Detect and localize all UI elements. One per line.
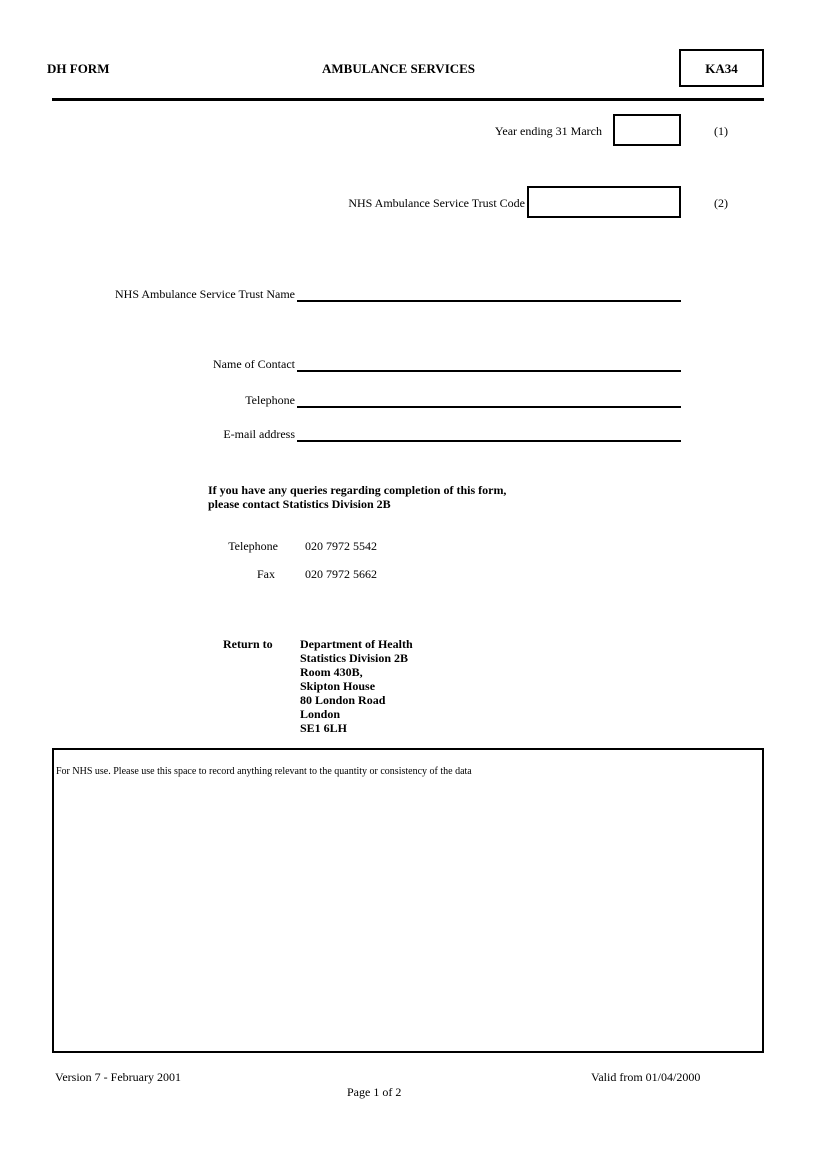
queries-fax-value: 020 7972 5662: [305, 567, 377, 581]
address-line: Skipton House: [300, 679, 376, 693]
contact-name-label: Name of Contact: [213, 357, 295, 371]
form-type-label: DH FORM: [47, 61, 110, 76]
address-line: Department of Health: [300, 637, 413, 651]
address-line: Statistics Division 2B: [300, 651, 409, 665]
header-divider: [52, 98, 764, 101]
nhs-use-box[interactable]: [52, 748, 764, 1053]
trust-code-label: NHS Ambulance Service Trust Code: [348, 196, 525, 210]
trust-name-label: NHS Ambulance Service Trust Name: [115, 287, 295, 301]
version-label: Version 7 - February 2001: [55, 1070, 181, 1084]
address-line: SE1 6LH: [300, 721, 348, 735]
nhs-use-instructions: For NHS use. Please use this space to record anything relevant to the quantity or consistency of the data: [56, 766, 472, 777]
address-line: 80 London Road: [300, 693, 386, 707]
queries-telephone-label: Telephone: [228, 539, 278, 553]
valid-from-label: Valid from 01/04/2000: [591, 1070, 701, 1084]
address-line: London: [300, 707, 341, 721]
queries-telephone-value: 020 7972 5542: [305, 539, 377, 553]
trust-name-input[interactable]: [297, 300, 681, 302]
year-ending-label: Year ending 31 March: [494, 124, 602, 138]
trust-code-note: (2): [714, 196, 728, 210]
page-number: Page 1 of 2: [347, 1085, 402, 1099]
queries-line-2: please contact Statistics Division 2B: [208, 497, 391, 511]
page-title: AMBULANCE SERVICES: [322, 61, 476, 76]
telephone-input[interactable]: [297, 406, 681, 408]
return-to-label: Return to: [223, 637, 273, 651]
form-code-box: [679, 49, 764, 87]
email-label: E-mail address: [223, 427, 295, 441]
year-ending-input[interactable]: [613, 114, 681, 146]
year-note: (1): [714, 124, 728, 138]
contact-name-input[interactable]: [297, 370, 681, 372]
address-line: Room 430B,: [300, 665, 363, 679]
form-code: KA34: [705, 61, 738, 76]
queries-fax-label: Fax: [257, 567, 275, 581]
email-input[interactable]: [297, 440, 681, 442]
trust-code-input[interactable]: [527, 186, 681, 218]
queries-line-1: If you have any queries regarding completion of this form,: [208, 483, 507, 497]
return-address: [300, 637, 413, 735]
telephone-label: Telephone: [245, 393, 295, 407]
